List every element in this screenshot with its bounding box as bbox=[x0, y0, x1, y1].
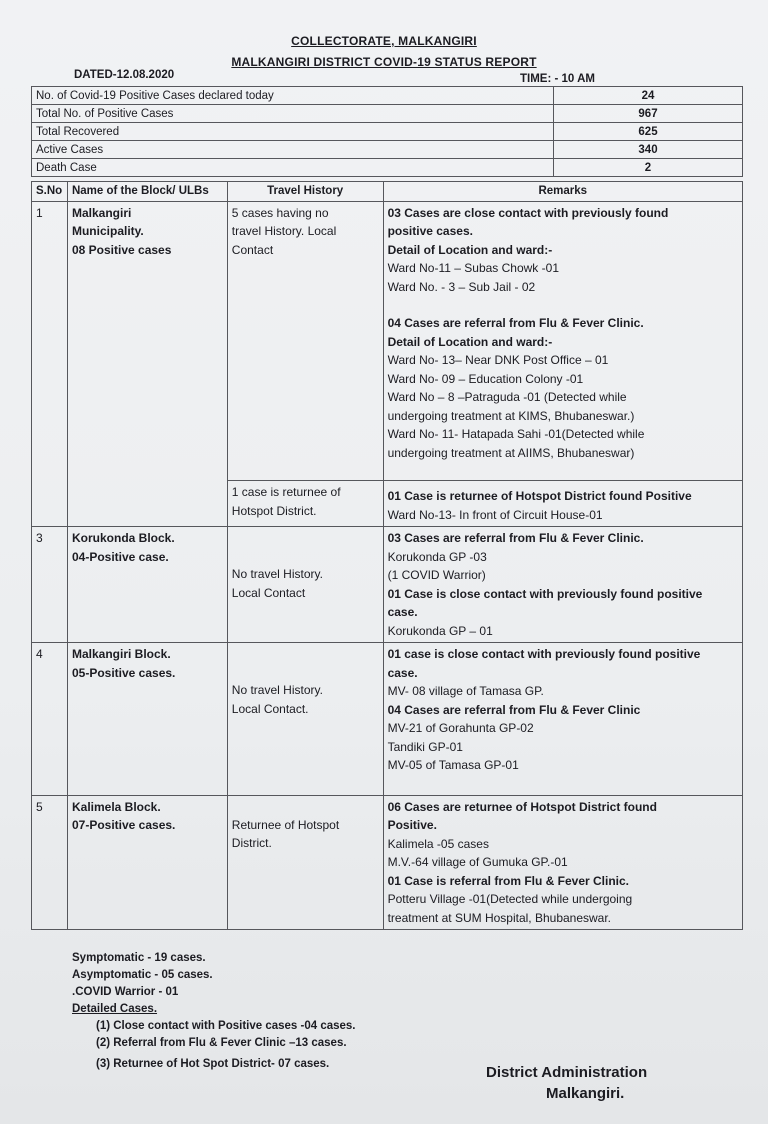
remark-line: (1 COVID Warrior) bbox=[387, 568, 486, 582]
case-notes bbox=[72, 950, 356, 1073]
row-block bbox=[67, 795, 227, 930]
cell-line bbox=[232, 798, 379, 816]
remark-line: MV-05 of Tamasa GP-01 bbox=[387, 758, 519, 772]
table-row bbox=[32, 481, 743, 527]
remark-line: Tandiki GP-01 bbox=[387, 739, 463, 754]
cell-line: Kalimela Block. bbox=[71, 799, 161, 814]
row-block bbox=[67, 201, 227, 481]
remark-line: Kalimela -05 cases bbox=[387, 836, 489, 851]
row-remarks bbox=[383, 527, 742, 643]
remark-line: Ward No. - 3 – Sub Jail - 02 bbox=[387, 279, 536, 294]
remark-line: Ward No- 13– Near DNK Post Office – 01 bbox=[387, 353, 609, 367]
row-sno: 4 bbox=[32, 643, 68, 796]
remark-line: treatment at SUM Hospital, Bhubaneswar. bbox=[387, 910, 612, 925]
remark-line: Detail of Location and ward:- bbox=[387, 242, 553, 257]
cell-line: 5 cases having no bbox=[231, 205, 329, 220]
remark-line: Ward No- 09 – Education Colony -01 bbox=[387, 371, 584, 386]
symptomatic-note: Symptomatic - 19 cases. bbox=[72, 952, 206, 964]
cell-line: No travel History. bbox=[231, 567, 323, 581]
cell-line: Local Contact. bbox=[231, 701, 309, 716]
row-remarks bbox=[383, 643, 742, 796]
remark-line: MV-21 of Gorahunta GP-02 bbox=[387, 721, 534, 735]
summary-value: 2 bbox=[554, 159, 743, 177]
remark-line: 03 Cases are close contact with previously found bbox=[387, 205, 669, 220]
remark-line: 01 Case is close contact with previously found positive bbox=[387, 586, 703, 601]
summary-label: Total No. of Positive Cases bbox=[32, 105, 554, 123]
row-remarks bbox=[383, 201, 742, 481]
remark-line: 04 Cases are referral from Flu & Fever Clinic bbox=[387, 702, 641, 717]
remark-line: 01 Case is returnee of Hotspot District found Positive bbox=[387, 489, 692, 503]
detailed-item: (3) Returnee of Hot Spot District- 07 cases. bbox=[96, 1058, 330, 1070]
summary-table bbox=[31, 86, 743, 177]
header-remarks: Remarks bbox=[383, 182, 742, 202]
cell-line: No travel History. bbox=[231, 683, 323, 697]
cell-line: Returnee of Hotspot bbox=[231, 817, 340, 832]
report-title: MALKANGIRI DISTRICT COVID-19 STATUS REPORT bbox=[231, 55, 537, 69]
office-heading: COLLECTORATE, MALKANGIRI bbox=[291, 34, 477, 48]
cell-line: 1 case is returnee of bbox=[231, 485, 341, 499]
summary-value: 340 bbox=[554, 141, 743, 159]
row-sno: 1 bbox=[32, 201, 68, 481]
signature-block bbox=[486, 1062, 647, 1104]
cell-line: Hotspot District. bbox=[231, 503, 317, 518]
summary-label: Active Cases bbox=[32, 141, 554, 159]
row-block bbox=[67, 643, 227, 796]
asymptomatic-note: Asymptomatic - 05 cases. bbox=[72, 969, 213, 981]
table-row bbox=[32, 795, 743, 930]
remark-line: 01 Case is referral from Flu & Fever Clinic. bbox=[387, 873, 630, 888]
row-travel-history bbox=[227, 643, 383, 796]
remark-line: undergoing treatment at AIIMS, Bhubaneswar) bbox=[387, 445, 635, 460]
row-remarks bbox=[383, 795, 742, 930]
summary-label: No. of Covid-19 Positive Cases declared today bbox=[32, 87, 554, 105]
summary-row bbox=[32, 87, 743, 105]
summary-value: 967 bbox=[554, 105, 743, 123]
row-travel-history bbox=[227, 527, 383, 643]
summary-label: Total Recovered bbox=[32, 123, 554, 141]
signature-line2: Malkangiri. bbox=[546, 1085, 625, 1102]
covid-warrior-note: .COVID Warrior - 01 bbox=[72, 986, 179, 998]
row-sno: 5 bbox=[32, 795, 68, 930]
summary-value: 625 bbox=[554, 123, 743, 141]
remark-line: Potteru Village -01(Detected while undergoing bbox=[387, 892, 633, 906]
table-row bbox=[32, 527, 743, 643]
remark-line: 01 case is close contact with previously found positive bbox=[387, 647, 701, 661]
row-block bbox=[67, 481, 227, 527]
table-row bbox=[32, 201, 743, 481]
detailed-item: (2) Referral from Flu & Fever Clinic –13 cases. bbox=[96, 1037, 347, 1049]
cell-line: 07-Positive cases. bbox=[71, 818, 176, 832]
remark-line: 03 Cases are referral from Flu & Fever Clinic. bbox=[387, 531, 644, 545]
cell-line: Malkangiri bbox=[71, 205, 132, 220]
cell-line: Local Contact bbox=[231, 585, 306, 600]
header-block: Name of the Block/ ULBs bbox=[67, 182, 227, 202]
remark-line: Ward No- 11- Hatapada Sahi -01(Detected while bbox=[387, 427, 645, 441]
cell-line: 08 Positive cases bbox=[71, 242, 172, 257]
row-sno bbox=[32, 481, 68, 527]
signature-line1: District Administration bbox=[486, 1064, 648, 1081]
cell-line: 04-Positive case. bbox=[71, 549, 169, 564]
cell-line: travel History. Local bbox=[231, 224, 337, 238]
cell-line bbox=[232, 663, 379, 681]
header-sno: S.No bbox=[32, 182, 68, 202]
summary-row bbox=[32, 159, 743, 177]
report-time: TIME: - 10 AM bbox=[520, 73, 595, 85]
row-travel-history bbox=[227, 481, 383, 527]
detailed-item: (1) Close contact with Positive cases -04 cases. bbox=[96, 1020, 356, 1032]
cell-line bbox=[232, 547, 379, 565]
remark-line: Korukonda GP -03 bbox=[387, 549, 487, 564]
table-row bbox=[32, 643, 743, 796]
remark-line: 06 Cases are returnee of Hotspot District found bbox=[387, 799, 657, 814]
report-date: DATED-12.08.2020 bbox=[74, 69, 175, 81]
remark-line: Korukonda GP – 01 bbox=[387, 623, 493, 638]
summary-row bbox=[32, 141, 743, 159]
remark-line bbox=[388, 296, 738, 314]
row-travel-history bbox=[227, 795, 383, 930]
summary-row bbox=[32, 105, 743, 123]
table-header-row bbox=[32, 182, 743, 202]
cell-line: 05-Positive cases. bbox=[71, 665, 176, 680]
header-travel: Travel History bbox=[227, 182, 383, 202]
remark-line: case. bbox=[387, 605, 418, 619]
row-block bbox=[67, 527, 227, 643]
remark-line: MV- 08 village of Tamasa GP. bbox=[387, 684, 544, 698]
block-cases-table bbox=[31, 181, 743, 930]
remark-line: Positive. bbox=[387, 818, 437, 832]
summary-label: Death Case bbox=[32, 159, 554, 177]
remark-line: Ward No-11 – Subas Chowk -01 bbox=[387, 261, 559, 275]
remark-line: positive cases. bbox=[387, 224, 473, 238]
detailed-cases-title: Detailed Cases. bbox=[72, 1003, 158, 1015]
cell-line: Contact bbox=[231, 242, 274, 257]
remark-line: Detail of Location and ward:- bbox=[387, 334, 553, 349]
cell-line bbox=[232, 529, 379, 547]
summary-value: 24 bbox=[554, 87, 743, 105]
cell-line: Korukonda Block. bbox=[71, 531, 175, 545]
remark-line: case. bbox=[387, 665, 418, 680]
summary-row bbox=[32, 123, 743, 141]
row-sno: 3 bbox=[32, 527, 68, 643]
cell-line: Malkangiri Block. bbox=[71, 647, 171, 661]
row-travel-history bbox=[227, 201, 383, 481]
remark-line: M.V.-64 village of Gumuka GP.-01 bbox=[387, 855, 568, 869]
remark-line: Ward No – 8 –Patraguda -01 (Detected while bbox=[387, 390, 627, 404]
cell-line bbox=[232, 645, 379, 663]
row-remarks bbox=[383, 481, 742, 527]
remark-line: 04 Cases are referral from Flu & Fever Clinic. bbox=[387, 316, 644, 330]
cell-line: Municipality. bbox=[71, 224, 144, 238]
remark-line: Ward No-13- In front of Circuit House-01 bbox=[387, 507, 603, 522]
remark-line: undergoing treatment at KIMS, Bhubaneswar.) bbox=[387, 408, 635, 423]
cell-line: District. bbox=[231, 836, 272, 850]
remark-line bbox=[388, 775, 738, 793]
